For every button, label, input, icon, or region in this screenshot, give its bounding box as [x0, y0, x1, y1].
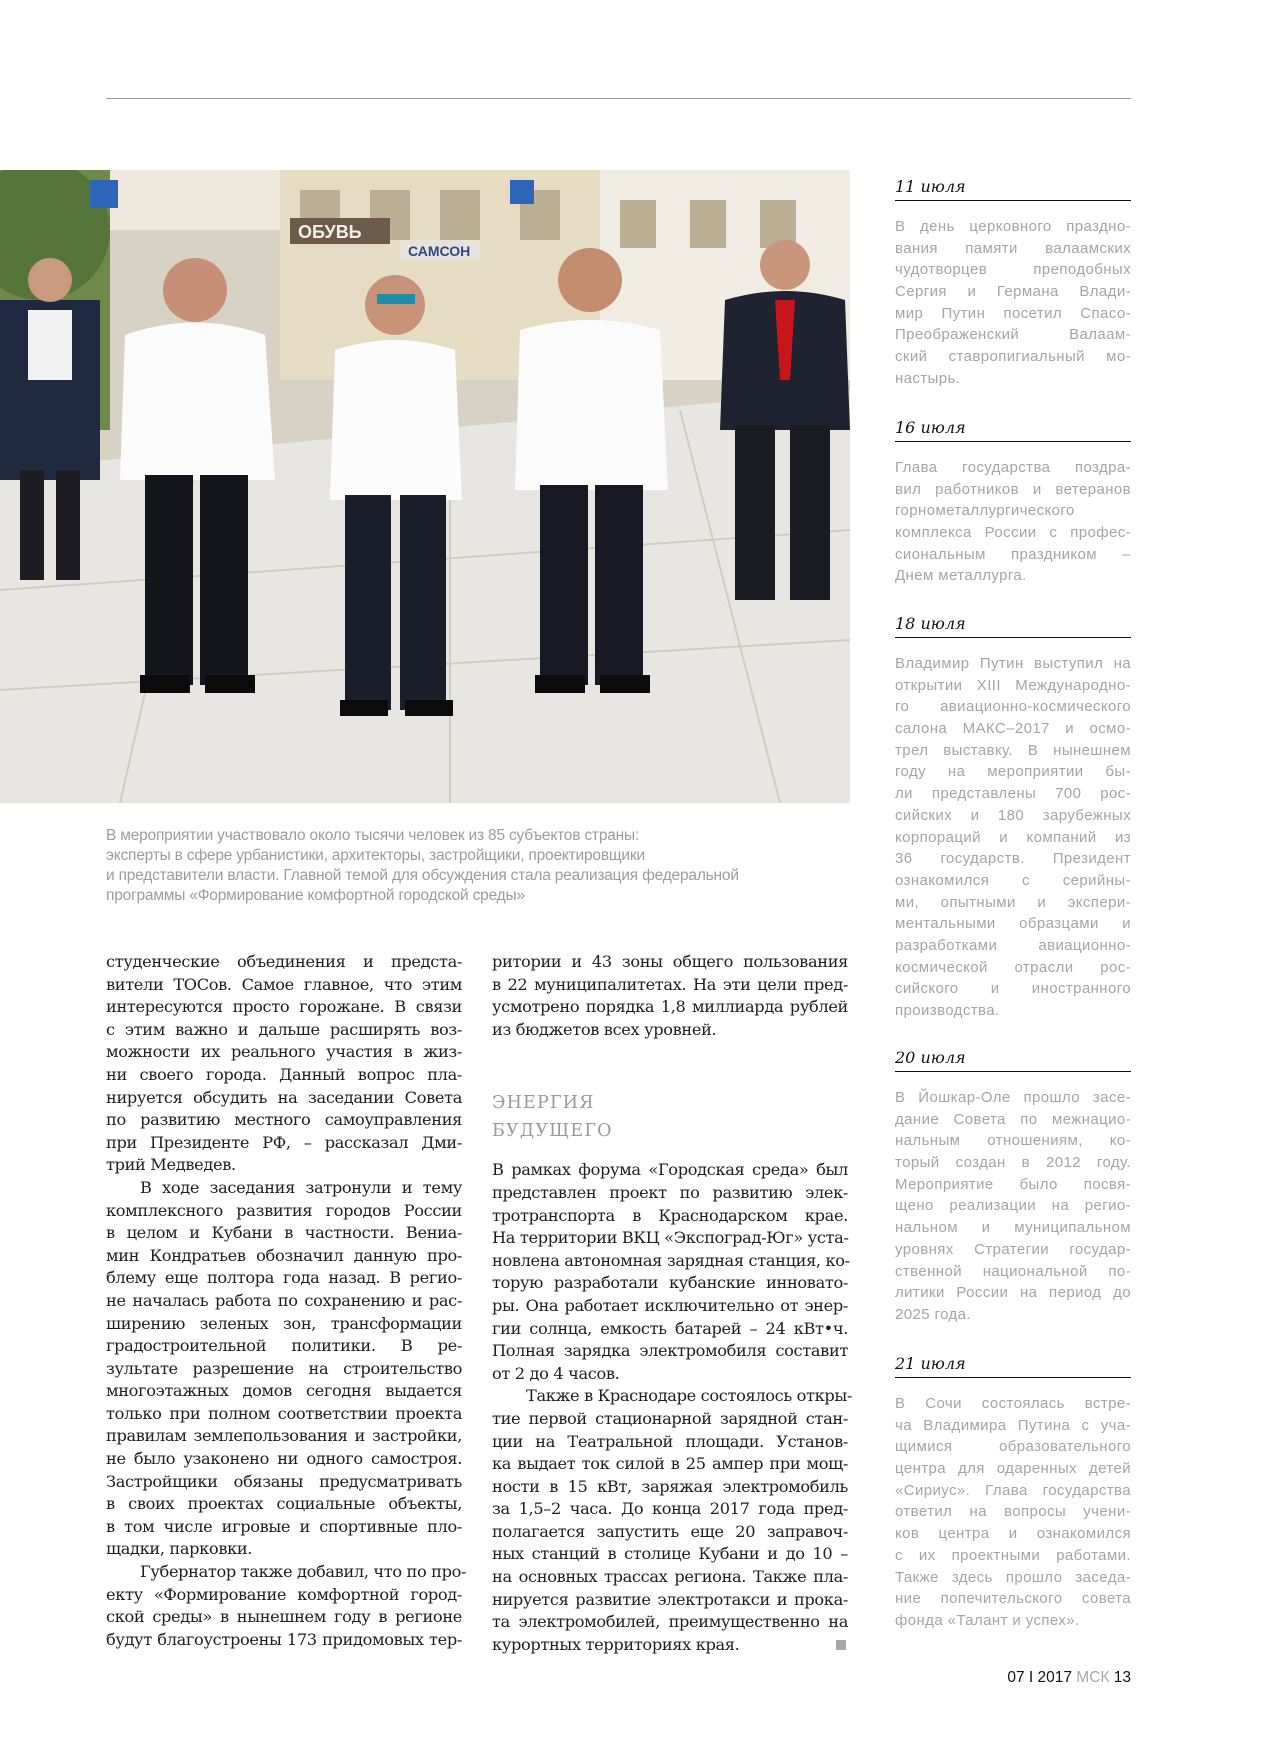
article-paragraph	[106, 1561, 467, 1651]
text-line: не началась работа по сохранению и рас-	[106, 1290, 462, 1310]
chronicle-entry	[895, 176, 1131, 390]
page-footer	[1007, 1669, 1131, 1687]
photo-caption	[106, 826, 846, 906]
chronicle-entry	[895, 417, 1131, 587]
text-line: будут благоустроены 173 придомовых тер-	[106, 1629, 462, 1649]
text-line: ритории и 43 зоны общего пользования	[492, 952, 848, 971]
caption-line: программы «Формирование комфортной городской среды»	[106, 887, 525, 904]
text-line: зультате разрешение на строительство	[106, 1358, 462, 1378]
text-line: усмотрено порядка 1,8 миллиарда рублей	[492, 997, 848, 1017]
chronicle-text-line: фонда «Талант и успех».	[895, 1611, 1080, 1629]
text-line: в целом и Кубани в частности. Вениа-	[106, 1223, 462, 1243]
text-line: ры. Она работает исключительно от энер-	[492, 1295, 848, 1315]
chronicle-text-line: 36 государств. Президент	[895, 850, 1131, 868]
chronicle-date: 11 июля	[895, 176, 1131, 201]
text-line: торую разработали кубанские инновато-	[492, 1273, 848, 1293]
chronicle-text-line: году на мероприятии бы-	[895, 763, 1131, 781]
text-line: Также в Краснодаре состоялось откры-	[526, 1386, 853, 1406]
chronicle-text-line: производства.	[895, 1002, 1000, 1019]
chronicle-text-line: В Йошкар-Оле прошло засе-	[895, 1089, 1131, 1106]
chronicle-text-line: «Сириус». Глава государства	[895, 1481, 1131, 1499]
chronicle-text-line: центра для одаренных детей	[895, 1460, 1131, 1478]
chronicle-text-line: сиональным праздником –	[895, 545, 1131, 563]
chronicle-text-line: Также здесь прошло заседа-	[895, 1568, 1131, 1586]
chronicle-text-line: мир Путин посетил Спасо-	[895, 304, 1131, 322]
chronicle-text-line: Владимир Путин выступил на	[895, 655, 1131, 672]
caption-line: эксперты в сфере урбанистики, архитекторы, застройщики, проектировщики	[106, 847, 645, 864]
chronicle-text-line: открытии XIII Международно-	[895, 676, 1131, 694]
text-line: гии солнца, емкость батарей – 24 кВт•ч.	[492, 1318, 848, 1338]
chronicle-text-line: нальным отношениям, ко-	[895, 1132, 1131, 1150]
text-line: тие первой стационарной зарядной стан-	[492, 1408, 848, 1428]
chronicle-text-line: Преображенский Валаам-	[895, 326, 1131, 344]
text-line: правилам землепользования и застройки,	[106, 1426, 462, 1446]
chronicle-text-line: 2025 года.	[895, 1305, 971, 1323]
article-column-right	[492, 951, 853, 1656]
text-line: мин Кондратьев обозначил данную про-	[106, 1245, 462, 1265]
text-line: ской среды» в нынешнем году в регионе	[106, 1607, 462, 1627]
chronicle-text-line: ков центра и ознакомился	[895, 1525, 1131, 1543]
section-heading	[492, 1089, 848, 1145]
chronicle-text-line: вил работников и ветеранов	[895, 480, 1131, 498]
chronicle-text-line: ский ставропигиальный мо-	[895, 348, 1131, 366]
article-column-right-bottom	[492, 1159, 853, 1656]
chronicle-date: 21 июля	[895, 1353, 1131, 1378]
caption-line: В мероприятии участвовало около тысячи человек из 85 субъектов страны:	[106, 827, 640, 844]
chronicle-text-line: салона МАКС–2017 и осмо-	[895, 720, 1131, 738]
article-column-right-top	[492, 951, 848, 1041]
article-paragraph	[492, 951, 848, 1041]
chronicle-text-line: чудотворцев преподобных	[895, 261, 1131, 279]
chronicle-text-line: В день церковного праздно-	[895, 218, 1131, 235]
article-paragraph	[492, 1385, 853, 1656]
text-line: в том числе игровые и спортивные пло-	[106, 1516, 462, 1536]
text-line: ширению зеленых зон, трансформации	[106, 1313, 462, 1333]
chronicle-text-line: ча Владимира Путина с уча-	[895, 1416, 1131, 1434]
chronicle-text-line: разработками авиационно-	[895, 936, 1131, 954]
text-line: на основных трассах региона. Также пла-	[492, 1567, 848, 1587]
text-line: На территории ВКЦ «Экспоград-Юг» уста-	[492, 1228, 849, 1248]
text-line: только при полном соответствии проекта	[106, 1403, 462, 1423]
chronicle-text-line: литики России на период до	[895, 1284, 1131, 1302]
chronicle-text-line: щено реализации на регио-	[895, 1197, 1131, 1215]
chronicle-text-line: настырь.	[895, 369, 961, 387]
chronicle-text-line: нальном и муниципальном	[895, 1219, 1131, 1237]
chronicle-date: 16 июля	[895, 417, 1131, 442]
chronicle-text-line: Глава государства поздра-	[895, 459, 1131, 476]
text-line: вители ТОСов. Самое главное, что этим	[106, 974, 462, 994]
text-line: Губернатор также добавил, что по про-	[140, 1562, 467, 1582]
chronicle-date: 20 июля	[895, 1047, 1131, 1072]
text-line: екту «Формирование комфортной город-	[106, 1584, 462, 1604]
article-photo	[0, 170, 850, 803]
text-line: нируется обсудить на заседании Совета	[106, 1087, 462, 1107]
chronicle-text-line: ментальными образцами и	[895, 915, 1131, 933]
chronicle-entry	[895, 1353, 1131, 1632]
text-line: за 1,5–2 часа. До конца 2017 года пред-	[492, 1499, 848, 1519]
text-line: ности в 15 кВт, заряжая электромобиль	[492, 1476, 848, 1496]
text-line: та электромобилей, преимущественно на	[492, 1612, 848, 1632]
chronicle-text-line: уровнях Стратегии государ-	[895, 1240, 1131, 1258]
text-line: не было узаконено ни одного самостроя.	[106, 1449, 462, 1469]
section-heading-line: БУДУЩЕГО	[492, 1121, 613, 1142]
text-line: градостроительной политики. В ре-	[106, 1336, 462, 1356]
text-line: можности их реального участия в жиз-	[106, 1042, 462, 1062]
chronicle-date: 18 июля	[895, 613, 1131, 638]
text-line: новлена автономная зарядная станция, ко-	[492, 1250, 850, 1270]
chronicle-text-line: дание Совета по межнацио-	[895, 1110, 1131, 1128]
chronicle-text-line: корпораций и компаний из	[895, 828, 1131, 846]
chronicle-text-line: космической отрасли рос-	[895, 958, 1131, 976]
text-line: комплексного развития городов России	[106, 1200, 462, 1220]
text-line: с этим важно и дальше расширять воз-	[106, 1019, 462, 1039]
text-line: представлен проект по развитию элек-	[492, 1182, 848, 1202]
chronicle-text-line: сийских и 180 зарубежных	[895, 806, 1131, 824]
text-line: ни своего города. Данный вопрос пла-	[106, 1064, 462, 1084]
page-number: 13	[1113, 1669, 1131, 1686]
text-line: курортных территориях края.	[492, 1634, 740, 1654]
chronicle-text-line: щимися образовательного	[895, 1438, 1131, 1456]
text-line: ции на Театральной площади. Установ-	[492, 1431, 848, 1451]
chronicle-text-line: вания памяти валаамских	[895, 239, 1131, 257]
chronicle-text-line: ми, опытными и экспери-	[895, 893, 1131, 911]
text-line: студенческие объединения и предста-	[106, 952, 462, 971]
issue-number: 07 I 2017	[1007, 1669, 1072, 1686]
chronicle-text-line: ли представлены 700 рос-	[895, 785, 1131, 803]
chronicle-text-line: Мероприятие было посвя-	[895, 1175, 1131, 1193]
chronicle-text-line: горнометаллургического	[895, 502, 1075, 520]
text-line: нируется развитие электротакси и прока-	[492, 1589, 848, 1609]
shop-sign: САМСОН	[408, 243, 471, 259]
text-line: полагается запустить еще 20 заправоч-	[492, 1521, 848, 1541]
shop-sign: ОБУВЬ	[298, 222, 362, 242]
text-line: в своих проектах социальные объекты,	[106, 1494, 462, 1514]
text-line: ка выдает ток силой в 25 ампер при мощ-	[492, 1454, 848, 1474]
article-paragraph	[106, 951, 462, 1177]
text-line: трий Медведев.	[106, 1155, 236, 1175]
text-line: блему еще полтора года назад. В регио-	[106, 1268, 462, 1288]
text-line: при Президенте РФ, – рассказал Дми-	[106, 1132, 462, 1152]
text-line: В рамках форума «Городская среда» был	[492, 1160, 848, 1180]
text-line: В ходе заседания затронули и тему	[140, 1177, 462, 1197]
chronicle-text-line: В Сочи состоялась встре-	[895, 1395, 1131, 1412]
chronicle-text-line: ознакомился с серийны-	[895, 871, 1131, 889]
caption-line: и представители власти. Главной темой для обсуждения стала реализация федеральной	[106, 867, 739, 884]
text-line: по развитию местного самоуправления	[106, 1110, 462, 1130]
chronicle-entry	[895, 1047, 1131, 1326]
text-line: многоэтажных домов сегодня выдается	[106, 1381, 462, 1401]
text-line: Застройщики обязаны предусматривать	[106, 1471, 462, 1491]
chronicle-text-line: Сергия и Германа Влади-	[895, 283, 1131, 301]
chronicle-text-line: ответил на вопросы учени-	[895, 1503, 1131, 1521]
chronicle-text-line: го авиационно-космического	[895, 698, 1131, 716]
chronicle-entry	[895, 613, 1131, 1022]
text-line: от 2 до 4 часов.	[492, 1363, 620, 1383]
article-column-left	[106, 951, 467, 1651]
text-line: Полная зарядка электромобиля составит	[492, 1341, 848, 1361]
end-of-article-mark	[836, 1640, 846, 1650]
text-line: из бюджетов всех уровней.	[492, 1019, 717, 1039]
text-line: тротранспорта в Краснодарском крае.	[492, 1205, 848, 1225]
text-line: в 22 муниципалитетах. На эти цели пред-	[492, 974, 848, 994]
article-paragraph	[106, 1177, 462, 1561]
article-paragraph	[492, 1159, 848, 1385]
chronicle-text-line: комплекса России с профес-	[895, 524, 1131, 542]
chronicle-text-line: ственной национальной по-	[895, 1262, 1131, 1280]
chronicle-text-line: трел выставку. В нынешнем	[895, 741, 1131, 759]
text-line: интересуются просто горожане. В связи	[106, 997, 462, 1017]
section-heading-line: ЭНЕРГИЯ	[492, 1093, 595, 1114]
chronicle-text-line: Днем металлурга.	[895, 567, 1027, 585]
chronicle-text-line: торый создан в 2012 году.	[895, 1154, 1131, 1172]
text-line: щадки, парковки.	[106, 1539, 253, 1559]
chronicle-text-line: с их проектными работами.	[895, 1546, 1131, 1564]
magazine-brand: МСК	[1076, 1669, 1110, 1686]
chronicle-text-line: ние попечительского совета	[895, 1590, 1131, 1608]
text-line: ных станций в столице Кубани и до 10 –	[492, 1544, 848, 1564]
chronicle-text-line: сийского и иностранного	[895, 980, 1131, 998]
top-rule	[106, 98, 1131, 99]
